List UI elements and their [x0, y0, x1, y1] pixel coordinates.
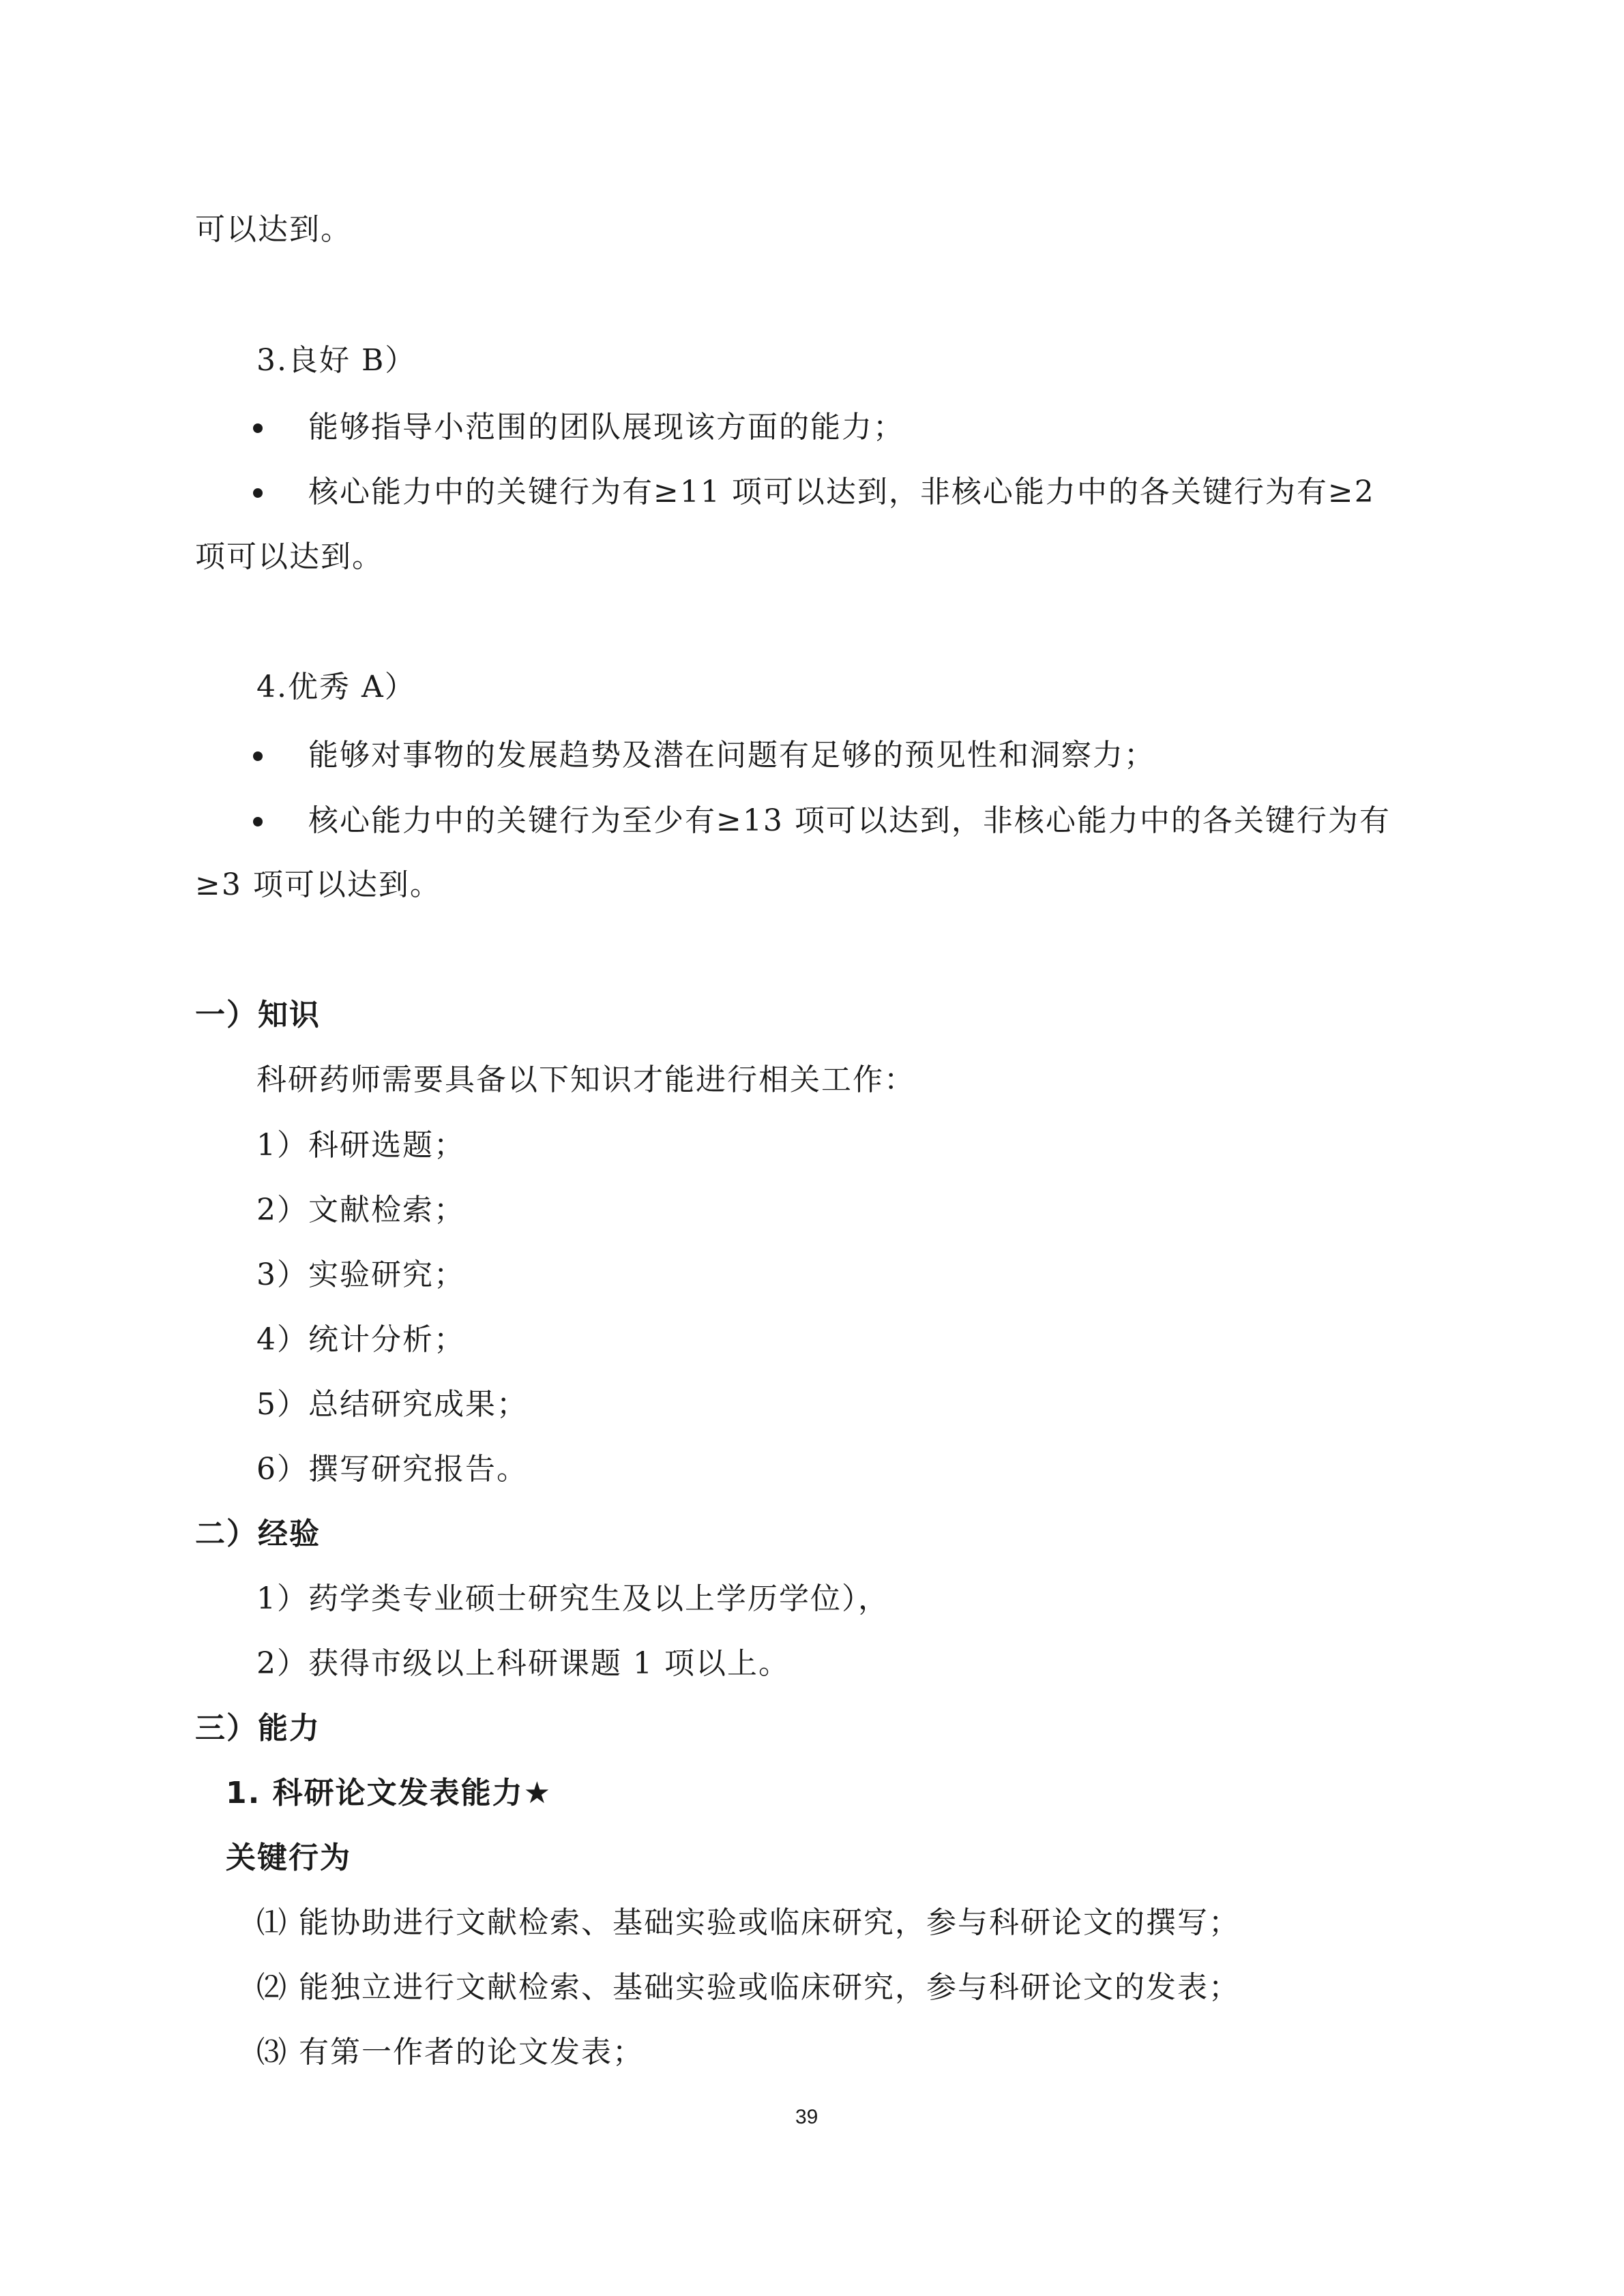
level-b-bullet-1: 能够指导小范围的团队展现该方面的能力；: [308, 410, 904, 445]
key-behavior-item: ⑶ 有第一作者的论文发表；: [256, 2035, 644, 2070]
knowledge-item: 2）文献检索；: [256, 1193, 465, 1227]
level-a-bullet-1: 能够对事物的发展趋势及潜在问题有足够的预见性和洞察力；: [308, 738, 1155, 773]
level-b-bullet-2-line2: 项可以达到。: [195, 539, 383, 574]
knowledge-item: 4）统计分析；: [256, 1322, 465, 1357]
experience-item: 2）获得市级以上科研课题 1 项以上。: [256, 1646, 790, 1681]
knowledge-heading: 一）知识: [195, 998, 321, 1032]
knowledge-item: 6）撰写研究报告。: [256, 1452, 528, 1487]
level-a-bullet-2-line2: ≥3 项可以达到。: [195, 867, 441, 902]
page-number: 39: [795, 2106, 818, 2128]
level-a-heading: 4.优秀 A）: [256, 670, 416, 704]
knowledge-item: 5）总结研究成果；: [256, 1387, 528, 1422]
key-behavior-item: ⑴ 能协助进行文献检索、基础实验或临床研究，参与科研论文的撰写；: [256, 1905, 1240, 1940]
experience-item: 1）药学类专业硕士研究生及以上学历学位），: [256, 1581, 889, 1616]
level-b-heading: 3.良好 B）: [256, 343, 417, 378]
key-behavior-item: ⑵ 能独立进行文献检索、基础实验或临床研究，参与科研论文的发表；: [256, 1970, 1240, 2005]
ability-sub-heading: 1. 科研论文发表能力★: [226, 1776, 552, 1810]
bullet-icon: [253, 423, 263, 433]
key-behaviors-label: 关键行为: [226, 1840, 351, 1875]
experience-heading: 二）经验: [195, 1517, 321, 1551]
bullet-icon: [253, 488, 263, 498]
carry-over-text: 可以达到。: [195, 212, 352, 247]
level-a-bullet-2-line1: 核心能力中的关键行为至少有≥13 项可以达到，非核心能力中的各关键行为有: [308, 803, 1391, 838]
level-b-bullet-2-line1: 核心能力中的关键行为有≥11 项可以达到，非核心能力中的各关键行为有≥2: [308, 475, 1375, 509]
knowledge-item: 1）科研选题；: [256, 1128, 465, 1163]
bullet-icon: [253, 751, 263, 761]
knowledge-intro: 科研药师需要具备以下知识才能进行相关工作：: [256, 1062, 915, 1097]
knowledge-item: 3）实验研究；: [256, 1257, 465, 1292]
bullet-icon: [253, 817, 263, 826]
ability-heading: 三）能力: [195, 1711, 321, 1746]
